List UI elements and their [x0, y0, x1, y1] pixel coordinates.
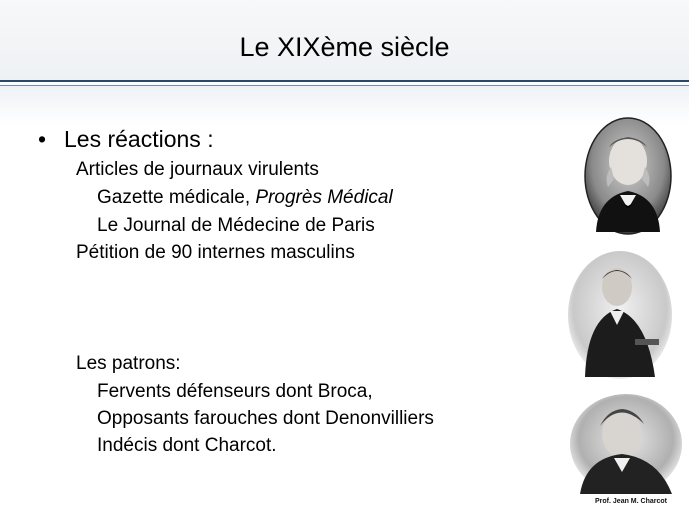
title-divider — [0, 80, 689, 82]
reaction-line-gazette — [97, 185, 393, 211]
reaction-line-petition: Pétition de 90 internes masculins — [76, 242, 355, 263]
reaction-line-journal: Le Journal de Médecine de Paris — [97, 215, 375, 236]
reaction-gazette-text: Gazette médicale, — [97, 187, 256, 208]
bullet-symbol: • — [38, 126, 47, 152]
portrait-image-2 — [565, 247, 675, 383]
patrons-heading: Les patrons: — [76, 353, 181, 374]
patron-item: Indécis dont Charcot. — [97, 435, 277, 456]
reaction-progres-text: Progrès Médical — [255, 187, 393, 208]
bullet-heading-text: Les réactions : — [64, 126, 214, 152]
portrait-caption: Prof. Jean M. Charcot — [595, 498, 667, 505]
reaction-line-articles: Articles de journaux virulents — [76, 159, 319, 180]
slide-title: Le XIXème siècle — [239, 32, 450, 62]
portrait-image-1 — [584, 117, 672, 235]
bullet-heading — [38, 124, 214, 154]
patron-item: Opposants farouches dont Denonvilliers — [97, 408, 434, 429]
patron-item: Fervents défenseurs dont Broca, — [97, 381, 373, 402]
title-bar — [0, 0, 689, 80]
